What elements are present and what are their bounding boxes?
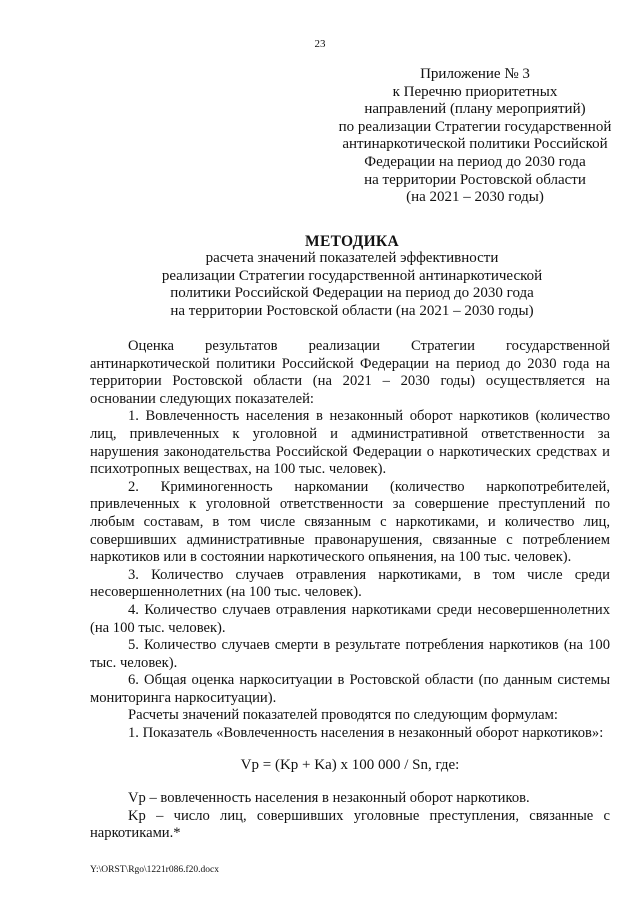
formula: Vp = (Kp + Ka) x 100 000 / Sn, где: [240,756,460,773]
page-number: 23 [314,38,326,50]
indicator-item-2: 2. Криминогенность наркомании (количество наркопотребителей, привлеченных к уголовной ответственности за совершение преступлений по любым составам, в том числе связанным с наркотиками, и количество лиц, совершивших административные правонарушения, связанные с потреблением наркотиков или в состоянии наркотического опьянения, на 100 тыс. человек). [90,478,610,566]
calculation-intro: Расчеты значений показателей проводятся по следующим формулам: [128,707,558,724]
appendix-line: (на 2021 – 2030 годы) [406,189,544,206]
appendix-line: к Перечню приоритетных [392,83,558,100]
definition-vp: Vp – вовлеченность населения в незаконный оборот наркотиков. [128,790,530,807]
document-title: МЕТОДИКА [305,233,399,250]
subtitle-line: расчета значений показателей эффективности [205,250,499,266]
document-subtitle [0,250,640,320]
definition-kp: Kp – число лиц, совершивших уголовные преступления, связанные с наркотиками.* [90,807,610,842]
indicator-item-3: 3. Количество случаев отравления наркотиками, в том числе среди несовершеннолетних (на 100 тыс. человек). [90,566,610,601]
indicator-item-5: 5. Количество случаев смерти в результате потребления наркотиков (на 100 тыс. человек). [90,637,610,671]
appendix-line: Федерации на период до 2030 года [364,153,586,170]
appendix-line: по реализации Стратегии государственной [338,118,612,135]
indicator-item-1: 1. Вовлеченность населения в незаконный оборот наркотиков (количество лиц, привлеченных к уголовной и административной ответственности за нарушения законодательства Российской Федерации о наркотических средствах и психотропных веществах, на 100 тыс. человек). [90,408,610,478]
intro-paragraph: Оценка результатов реализации Стратегии государственной антинаркотической политики Российской Федерации на период до 2030 года на территории Ростовской области (на 2021 – 2030 годы) осуществляется на основании следующих показателей: [90,338,610,407]
subtitle-line: на территории Ростовской области (на 2021 – 2030 годы) [170,302,534,319]
file-path-footer: Y:\ORST\Rgo\1221r086.f20.docx [90,865,219,875]
document-body [90,338,610,843]
indicator-item-6: 6. Общая оценка наркоситуации в Ростовской области (по данным системы мониторинга наркоситуации). [90,672,610,706]
indicator-item-4: 4. Количество случаев отравления наркотиками среди несовершеннолетних (на 100 тыс. человек). [90,601,610,636]
indicator-1-heading: 1. Показатель «Вовлеченность населения в незаконный оборот наркотиков»: [128,725,604,742]
appendix-header [330,66,620,207]
subtitle-line: реализации Стратегии государственной антинаркотической [161,267,543,284]
appendix-line: антинаркотической политики Российской [342,136,608,153]
appendix-line: на территории Ростовской области [364,171,586,188]
appendix-line: Приложение № 3 [420,66,530,82]
appendix-line: направлений (плану мероприятий) [364,101,586,118]
subtitle-line: политики Российской Федерации на период до 2030 года [170,285,534,302]
